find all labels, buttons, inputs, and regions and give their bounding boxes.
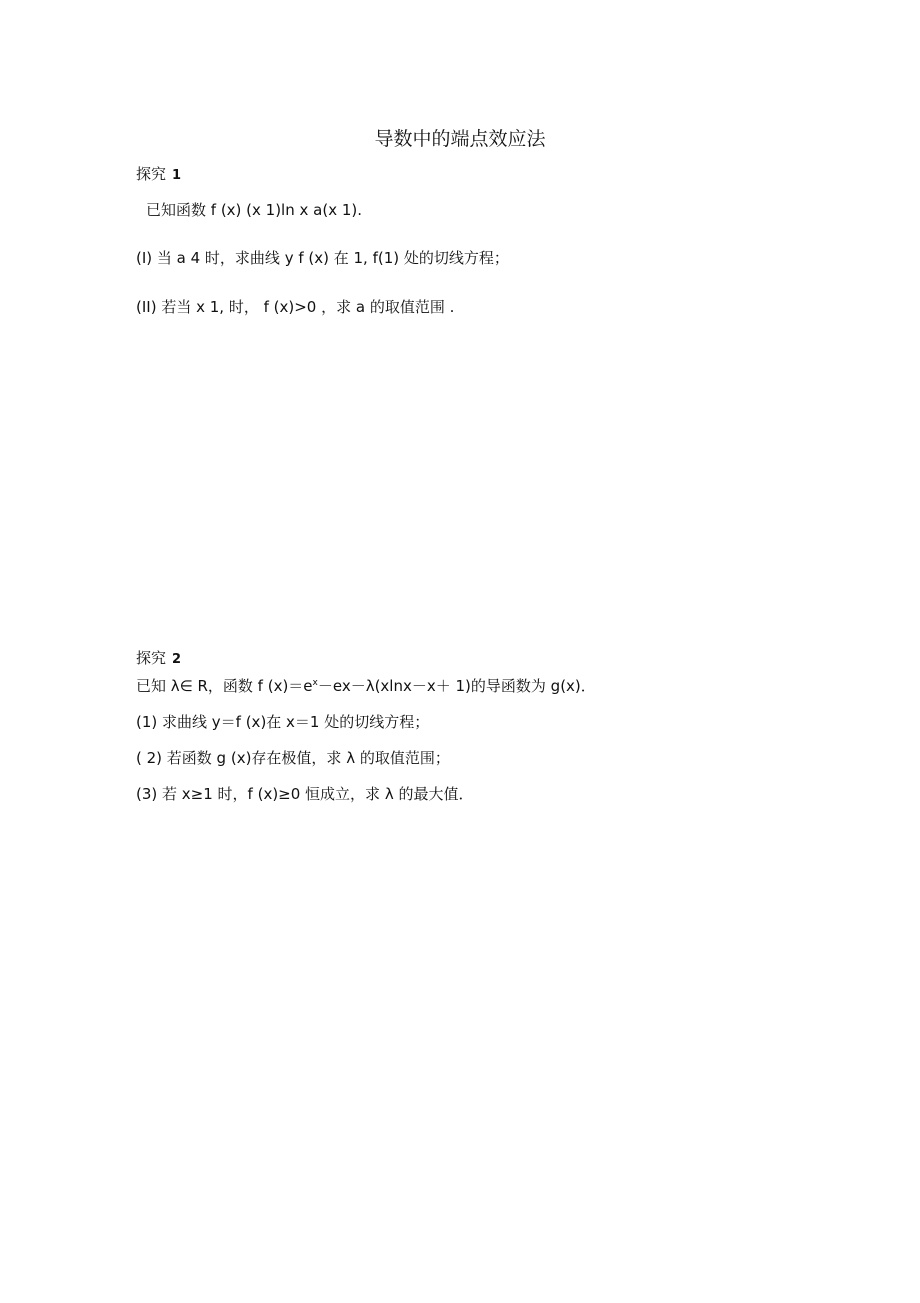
section-2-part-1: (1) 求曲线 y＝f (x)在 x＝1 处的切线方程； [136,713,430,731]
section-2-number: 2 [172,652,182,667]
section-2-statement-end: －ex－λ(xlnx－x＋ 1)的导函数为 g(x)． [317,677,596,695]
section-1-part-1: (I) 当 a 4 时，求曲线 y f (x) 在 1, f(1) 处的切线方程； [136,249,509,267]
section-2-heading [136,648,181,670]
section-1-number: 1 [172,168,182,183]
section-2-statement-start: 已知 λ∈ R，函数 f (x)＝e [136,677,313,695]
page-title: 导数中的端点效应法 [374,128,546,150]
section-2-heading-label: 探究 [136,649,167,667]
section-2-part-2: ( 2) 若函数 g (x)存在极值，求 λ 的取值范围； [136,749,450,767]
section-2-part-3: (3) 若 x≥1 时，f (x)≥0 恒成立，求 λ 的最大值． [136,785,474,803]
section-1-part-2: (II) 若当 x 1, 时， f (x)>0 ，求 a 的取值范围 . [136,298,455,316]
section-1-heading [136,164,181,186]
section-1-heading-label: 探究 [136,165,167,183]
section-2-statement [136,676,596,696]
section-2-statement-exponent: x [312,678,318,688]
section-1-statement: 已知函数 f (x) (x 1)ln x a(x 1). [146,201,362,219]
